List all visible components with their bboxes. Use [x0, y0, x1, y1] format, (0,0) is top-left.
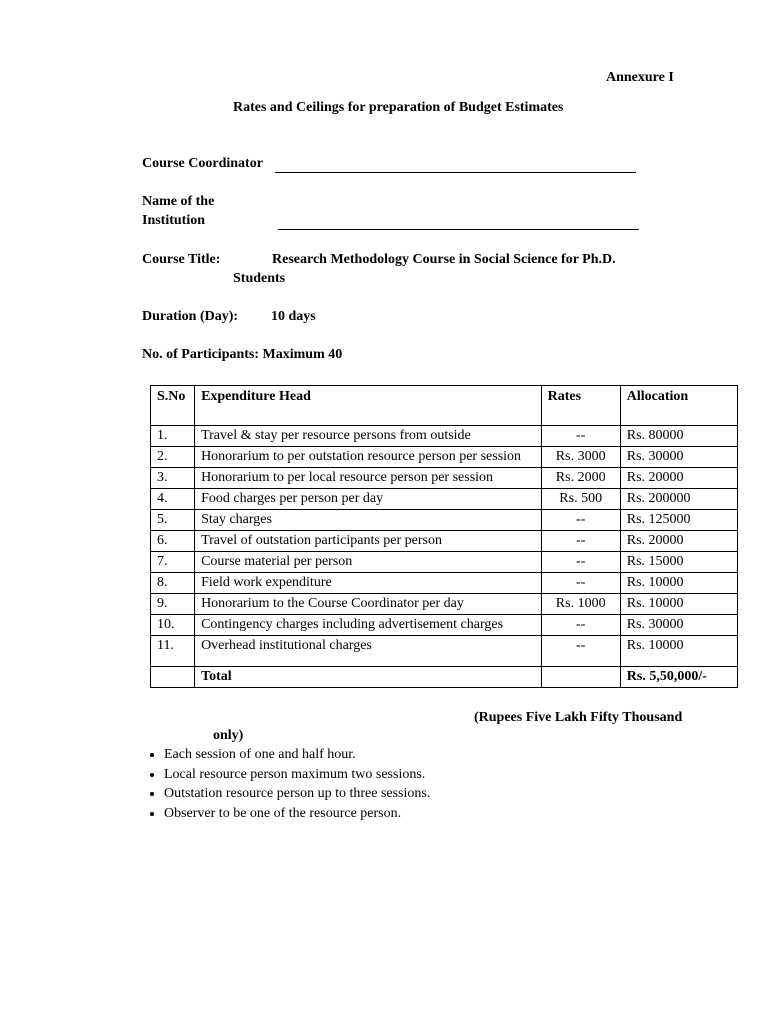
- header-expenditure-head: Expenditure Head: [195, 386, 542, 426]
- row-sno: 8.: [151, 573, 195, 594]
- course-title-value-line1: Research Methodology Course in Social Science for Ph.D.: [272, 252, 616, 267]
- row-head: Honorarium to the Course Coordinator per day: [195, 594, 542, 615]
- total-value: Rs. 5,50,000/-: [620, 667, 737, 688]
- row-allocation: Rs. 80000: [620, 426, 737, 447]
- total-rate-empty: [541, 667, 620, 688]
- row-head: Field work expenditure: [195, 573, 542, 594]
- table-row: [151, 531, 738, 552]
- table-row: [151, 426, 738, 447]
- row-allocation: Rs. 30000: [620, 615, 737, 636]
- row-rate: Rs. 500: [541, 489, 620, 510]
- note-item: • Observer to be one of the resource person.: [164, 804, 430, 824]
- row-head: Travel of outstation participants per person: [195, 531, 542, 552]
- coordinator-label: Course Coordinator: [142, 156, 263, 171]
- row-rate: --: [541, 426, 620, 447]
- row-allocation: Rs. 200000: [620, 489, 737, 510]
- row-allocation: Rs. 20000: [620, 531, 737, 552]
- row-sno: 9.: [151, 594, 195, 615]
- note-item: • Local resource person maximum two sessions.: [164, 765, 430, 785]
- row-sno: 11.: [151, 636, 195, 667]
- duration-value: 10 days: [271, 309, 316, 324]
- row-head: Travel & stay per resource persons from outside: [195, 426, 542, 447]
- row-rate: --: [541, 573, 620, 594]
- row-allocation: Rs. 10000: [620, 594, 737, 615]
- budget-table: [150, 385, 738, 688]
- table-row: [151, 573, 738, 594]
- row-rate: --: [541, 615, 620, 636]
- annexure-label: Annexure I: [606, 70, 674, 85]
- course-title-value-line2: Students: [233, 271, 286, 286]
- row-rate: Rs. 1000: [541, 594, 620, 615]
- table-row: [151, 489, 738, 510]
- row-sno: 7.: [151, 552, 195, 573]
- header-rates: Rates: [541, 386, 620, 426]
- row-rate: --: [541, 552, 620, 573]
- row-sno: 4.: [151, 489, 195, 510]
- institution-blank-line[interactable]: [278, 229, 639, 230]
- total-label: Total: [195, 667, 542, 688]
- header-sno: S.No: [151, 386, 195, 426]
- row-head: Course material per person: [195, 552, 542, 573]
- table-row: [151, 594, 738, 615]
- row-allocation: Rs. 10000: [620, 636, 737, 667]
- table-row: [151, 552, 738, 573]
- row-sno: 10.: [151, 615, 195, 636]
- participants-text: No. of Participants: Maximum 40: [142, 347, 343, 362]
- table-row: [151, 468, 738, 489]
- row-allocation: Rs. 15000: [620, 552, 737, 573]
- amount-in-words-line1: (Rupees Five Lakh Fifty Thousand: [474, 710, 683, 725]
- row-head: Overhead institutional charges: [195, 636, 542, 667]
- row-allocation: Rs. 30000: [620, 447, 737, 468]
- row-head: Contingency charges including advertisement charges: [195, 615, 542, 636]
- row-sno: 6.: [151, 531, 195, 552]
- row-rate: Rs. 2000: [541, 468, 620, 489]
- row-rate: --: [541, 510, 620, 531]
- institution-label-line2: Institution: [142, 213, 206, 228]
- total-sno-empty: [151, 667, 195, 688]
- duration-label: Duration (Day):: [142, 309, 239, 324]
- table-header-row: [151, 386, 738, 426]
- institution-label-line1: Name of the: [142, 194, 215, 209]
- note-item: • Outstation resource person up to three sessions.: [164, 784, 430, 804]
- row-rate: Rs. 3000: [541, 447, 620, 468]
- notes-list: [136, 745, 430, 823]
- row-rate: --: [541, 531, 620, 552]
- row-head: Honorarium to per outstation resource person per session: [195, 447, 542, 468]
- row-allocation: Rs. 20000: [620, 468, 737, 489]
- row-allocation: Rs. 10000: [620, 573, 737, 594]
- course-title-label: Course Title:: [142, 252, 221, 267]
- total-row: [151, 667, 738, 688]
- row-rate: --: [541, 636, 620, 667]
- table-row: [151, 447, 738, 468]
- header-allocation: Allocation: [620, 386, 737, 426]
- table-row: [151, 636, 738, 667]
- coordinator-blank-line[interactable]: [275, 172, 636, 173]
- row-sno: 5.: [151, 510, 195, 531]
- row-sno: 2.: [151, 447, 195, 468]
- table-row: [151, 510, 738, 531]
- row-allocation: Rs. 125000: [620, 510, 737, 531]
- row-head: Food charges per person per day: [195, 489, 542, 510]
- note-item: • Each session of one and half hour.: [164, 745, 430, 765]
- row-sno: 1.: [151, 426, 195, 447]
- page-title: Rates and Ceilings for preparation of Budget Estimates: [233, 100, 564, 115]
- amount-in-words-line2: only): [213, 728, 244, 743]
- row-head: Honorarium to per local resource person per session: [195, 468, 542, 489]
- row-head: Stay charges: [195, 510, 542, 531]
- row-sno: 3.: [151, 468, 195, 489]
- table-row: [151, 615, 738, 636]
